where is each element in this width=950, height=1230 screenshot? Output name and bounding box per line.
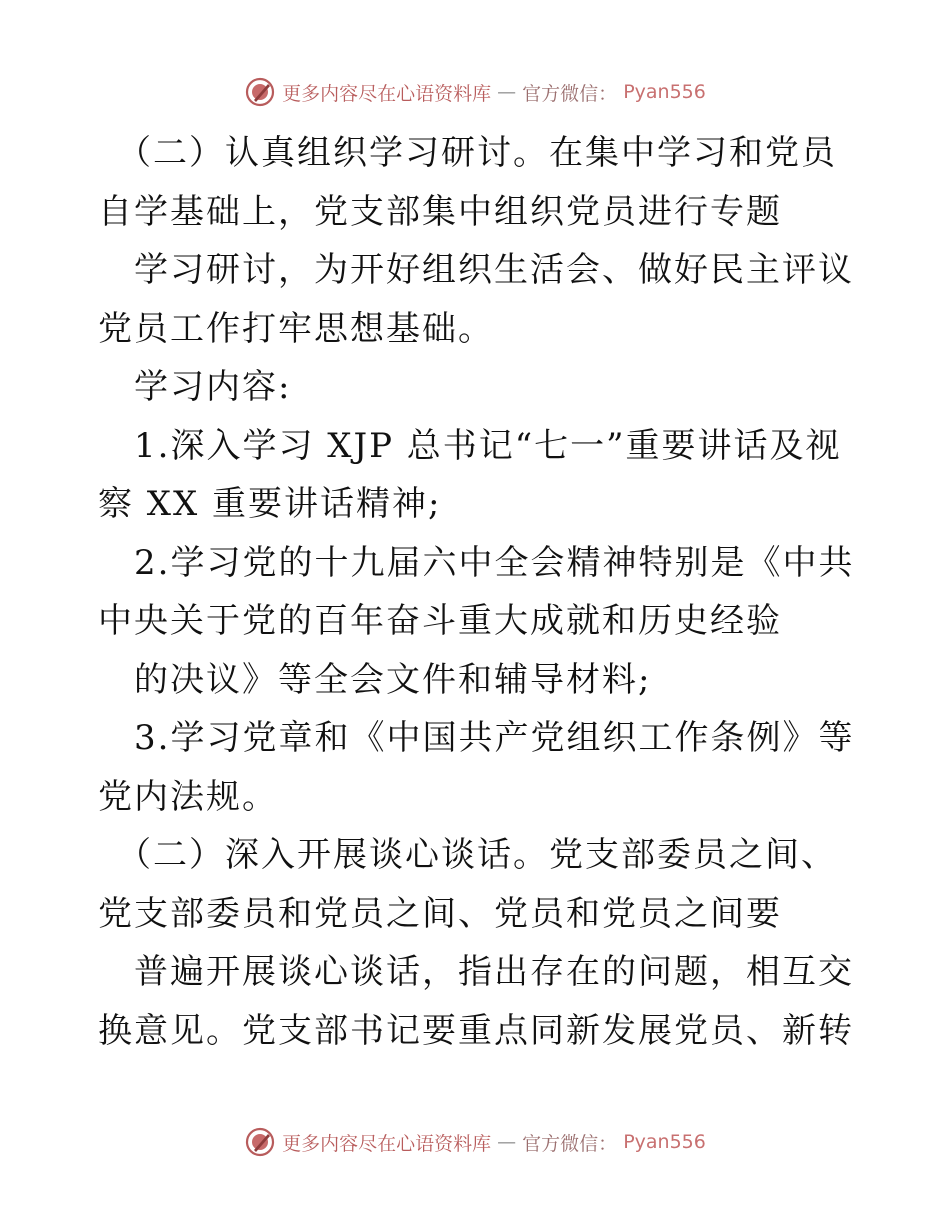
watermark-separator: — <box>497 81 517 103</box>
watermark-contact-id: Pyan556 <box>623 1131 706 1153</box>
pen-nib-circle-icon <box>244 76 276 108</box>
watermark-text: 更多内容尽在心语资料库 <box>282 82 492 105</box>
paragraph: 普遍开展谈心谈话，指出存在的问题，相互交换意见。党支部书记要重点同新发展党员、新转 <box>98 952 854 1051</box>
paragraph: 学习研讨，为开好组织生活会、做好民主评议党员工作打牢思想基础。 <box>98 250 854 349</box>
paragraph: （二）深入开展谈心谈话。党支部委员之间、党支部委员和党员之间、党员和党员之间要 <box>98 835 837 934</box>
watermark-contact-label: 官方微信： <box>522 1132 618 1155</box>
paragraph: 1.深入学习 XJP 总书记“七一”重要讲话及视察 XX 重要讲话精神; <box>98 425 842 524</box>
document-body <box>98 124 858 1060</box>
header-watermark <box>0 76 950 108</box>
paragraph: 学习内容: <box>98 367 292 407</box>
pen-nib-circle-icon <box>244 1126 276 1158</box>
watermark-contact-label: 官方微信： <box>522 82 618 105</box>
watermark-contact-id: Pyan556 <box>623 81 706 103</box>
watermark-text: 更多内容尽在心语资料库 <box>282 1132 492 1155</box>
paragraph: 3.学习党章和《中国共产党组织工作条例》等党内法规。 <box>98 718 855 817</box>
paragraph: 2.学习党的十九届六中全会精神特别是《中共中央关于党的百年奋斗重大成就和历史经验 <box>98 542 855 641</box>
footer-watermark <box>0 1126 950 1158</box>
paragraph: （二）认真组织学习研讨。在集中学习和党员自学基础上，党支部集中组织党员进行专题 <box>98 133 837 232</box>
watermark-separator: — <box>497 1131 517 1153</box>
paragraph: 的决议》等全会文件和辅导材料; <box>98 659 652 700</box>
